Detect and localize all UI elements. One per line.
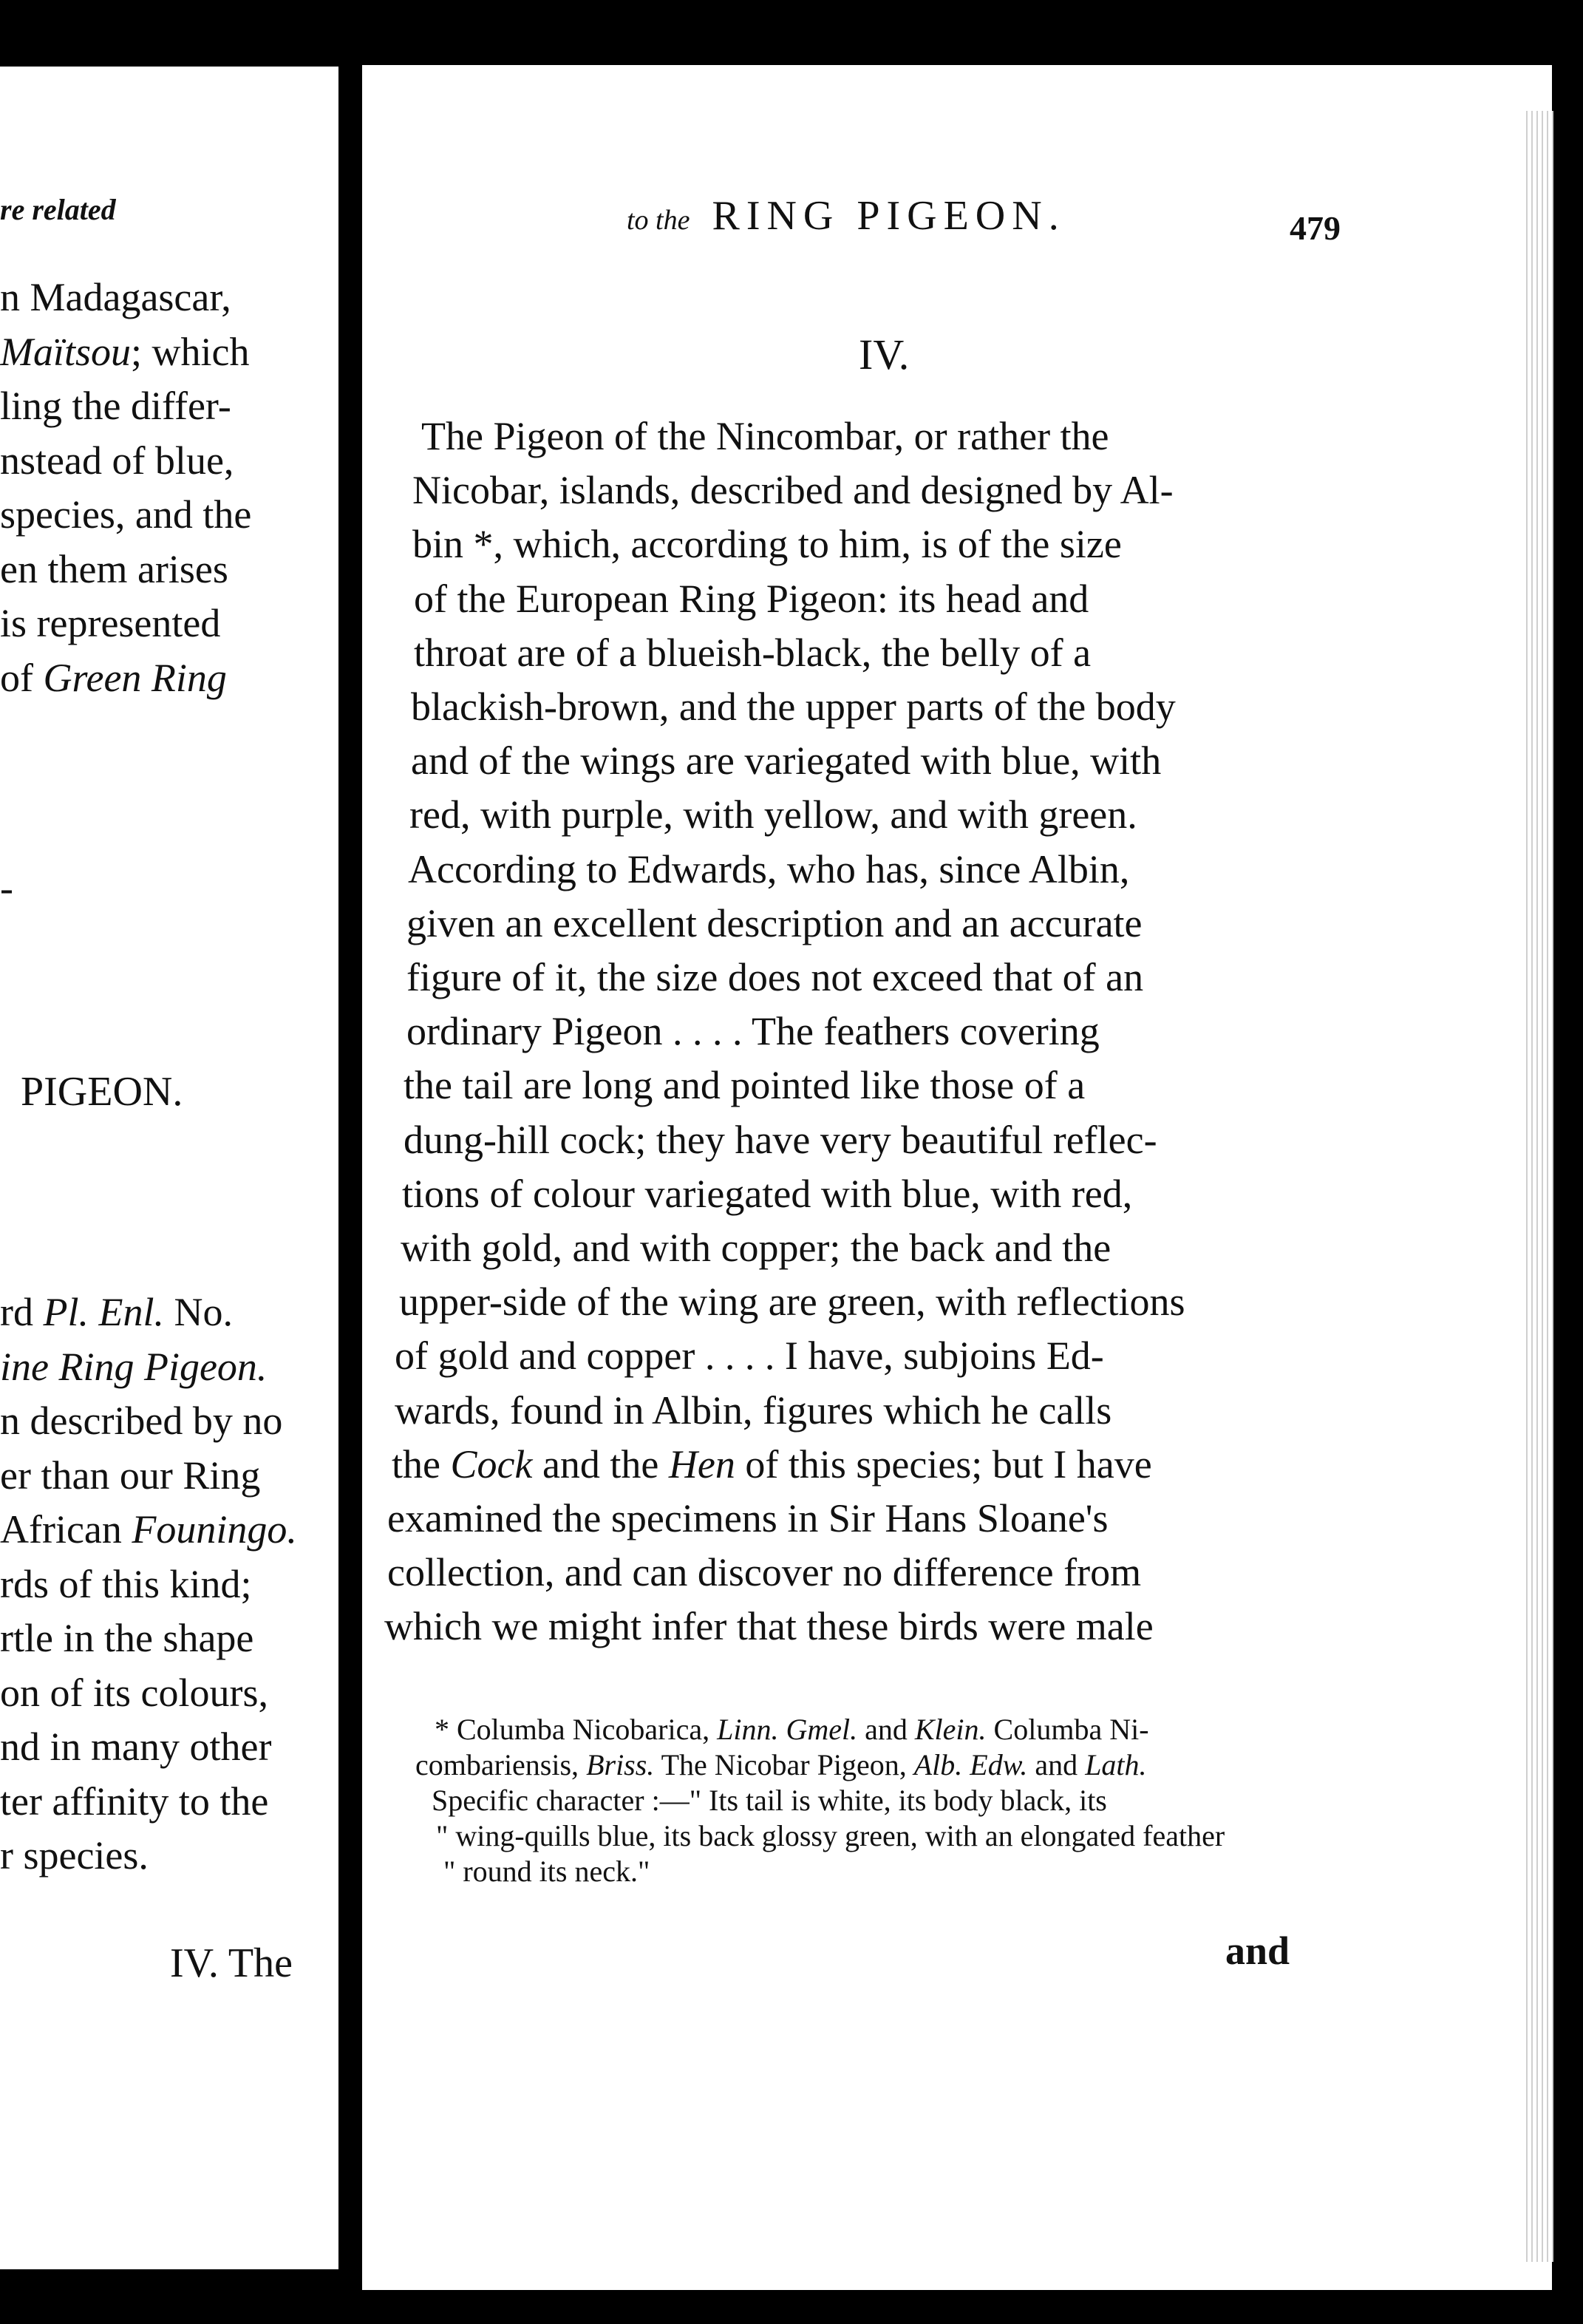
body-text-line-5: throat are of a blueish-black, the belly of a	[414, 630, 1092, 675]
body-text-line-9: According to Edwards, who has, since Albin,	[408, 846, 1130, 891]
body-text-line-3: bin *, which, according to him, is of the size	[412, 522, 1122, 567]
left-text-line-4: er than our Ring	[0, 1452, 261, 1498]
left-text-line-5: African Founingo.	[0, 1507, 297, 1552]
body-text-line-10: given an excellent description and an accurate	[406, 900, 1143, 945]
body-text-line-16: with gold, and with copper; the back and the	[401, 1226, 1111, 1270]
body-text-line-1: The Pigeon of the Nincombar, or rather the	[421, 414, 1109, 458]
left-text-line-10: ter affinity to the	[0, 1778, 269, 1824]
body-text-line-4: of the European Ring Pigeon: its head and	[414, 576, 1089, 621]
running-head: re related	[0, 193, 116, 226]
footnote-line-5: " round its neck."	[443, 1855, 650, 1888]
body-text-line-2: Nicobar, islands, described and designed by Al-	[412, 468, 1174, 513]
left-text-line-7: rtle in the shape	[0, 1616, 254, 1660]
body-text-line-7: and of the wings are variegated with blue, with	[411, 738, 1162, 784]
left-text-line-7: is represented	[0, 601, 221, 645]
body-text-line-20: the Cock and the Hen of this species; but I have	[392, 1441, 1152, 1487]
body-text-line-22: collection, and can discover no difference from	[387, 1550, 1142, 1595]
running-head-prefix: to the	[627, 205, 690, 236]
left-text-line-4: nstead of blue,	[0, 438, 234, 483]
body-text-line-14: dung-hill cock; they have very beautiful reflec-	[404, 1117, 1157, 1162]
body-text-line-19: wards, found in Albin, figures which he calls	[395, 1387, 1112, 1433]
left-text-line-6: rds of this kind;	[0, 1561, 252, 1606]
body-text-line-6: blackish-brown, and the upper parts of the body	[411, 684, 1176, 729]
running-head-title: RING PIGEON.	[712, 193, 1066, 239]
footnote-line-4: " wing-quills blue, its back glossy green, with an elongated feather	[436, 1819, 1225, 1852]
left-text-line-5: species, and the	[0, 492, 252, 537]
body-text-line-13: the tail are long and pointed like those of a	[404, 1063, 1086, 1108]
body-text-line-8: red, with purple, with yellow, and with green.	[409, 792, 1137, 837]
left-text-line-3: n described by no	[0, 1399, 283, 1443]
left-text-line-11: r species.	[0, 1833, 149, 1878]
left-text-line-3: ling the differ-	[0, 384, 231, 428]
page-number: 479	[1290, 209, 1341, 247]
page-edge	[1522, 111, 1553, 2262]
body-text-line-17: upper-side of the wing are green, with reflections	[399, 1280, 1185, 1325]
catchword: and	[1225, 1929, 1290, 1973]
body-text-line-11: figure of it, the size does not exceed that of an	[406, 955, 1144, 999]
body-text-line-15: tions of colour variegated with blue, with red,	[402, 1171, 1133, 1216]
left-text-line-2: ine Ring Pigeon.	[0, 1344, 268, 1389]
left-text-line-1: n Madagascar,	[0, 275, 231, 319]
catchword: IV. The	[170, 1940, 293, 1986]
section-dash: -	[0, 866, 13, 910]
left-text-line-6: en them arises	[0, 546, 228, 591]
body-text-line-21: examined the specimens in Sir Hans Sloane's	[387, 1496, 1109, 1540]
section-number: IV.	[859, 330, 910, 378]
body-text-line-12: ordinary Pigeon . . . . The feathers covering	[406, 1009, 1100, 1054]
left-text-line-9: nd in many other	[0, 1725, 272, 1769]
body-text-line-18: of gold and copper . . . . I have, subjoins Ed-	[395, 1333, 1104, 1379]
left-text-line-2: Maïtsou; which	[0, 329, 250, 374]
left-text-line-8: of Green Ring	[0, 655, 227, 700]
left-page	[0, 67, 338, 2269]
footnote-line-1: * Columba Nicobarica, Linn. Gmel. and Klein. Columba Ni-	[435, 1713, 1149, 1746]
body-text-line-23: which we might infer that these birds were male	[384, 1604, 1154, 1649]
left-text-line-8: on of its colours,	[0, 1670, 268, 1715]
footnote-line-2: combariensis, Briss. The Nicobar Pigeon, Alb. Edw. and Lath.	[415, 1748, 1147, 1781]
footnote-line-3: Specific character :—" Its tail is white, its body black, its	[432, 1784, 1107, 1817]
right-page	[362, 65, 1552, 2290]
left-text-line-1: rd Pl. Enl. No.	[0, 1290, 233, 1334]
section-heading: PIGEON.	[21, 1069, 183, 1115]
running-head	[627, 192, 1066, 239]
